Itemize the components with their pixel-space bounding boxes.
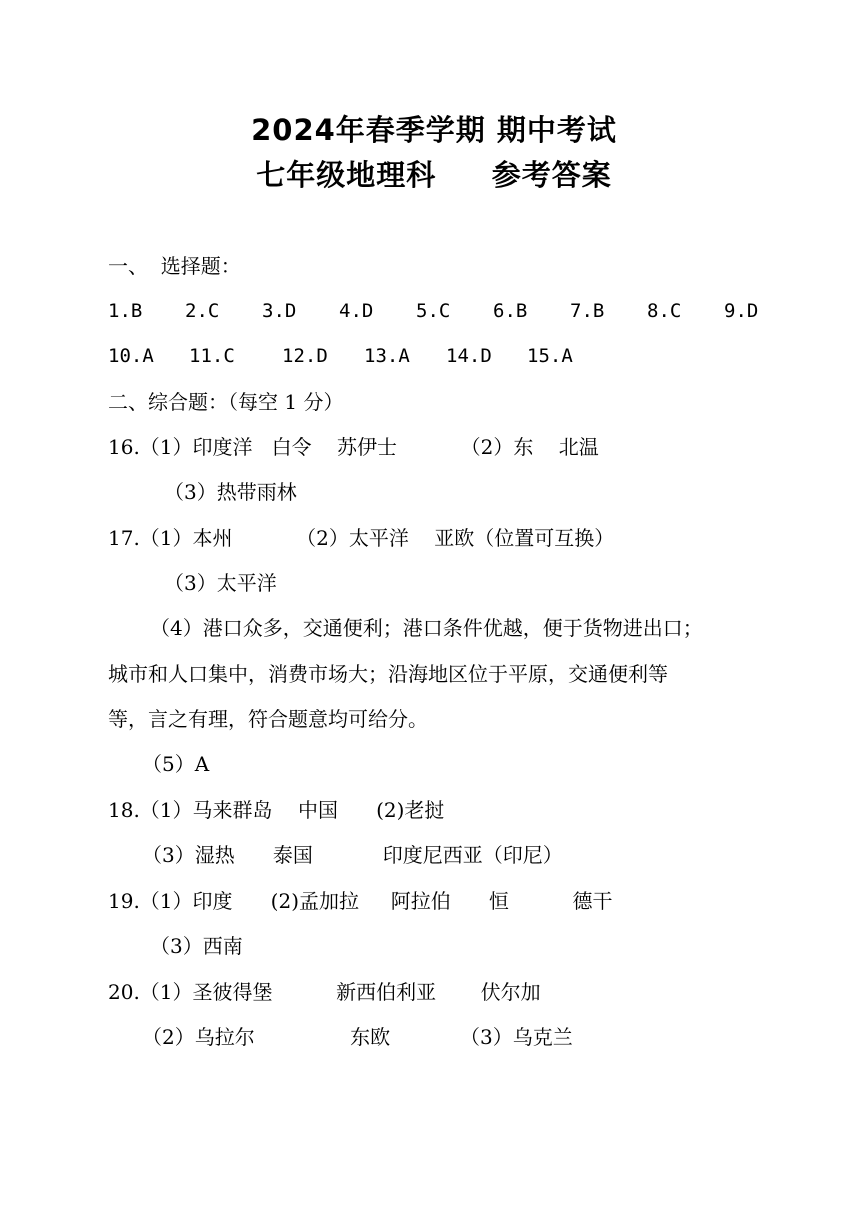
answer-1: 1.B (108, 300, 143, 322)
answer-2: 2.C (185, 300, 220, 322)
answer-12: 12.D (282, 345, 328, 367)
answer-14: 14.D (446, 345, 492, 367)
exam-title: 2024年春季学期 期中考试 (251, 113, 617, 147)
answer-7: 7.B (570, 300, 605, 322)
q17-line-3: （4）港口众多，交通便利；港口条件优越，便于货物进出口； (150, 616, 703, 640)
answer-9: 9.D (724, 300, 759, 322)
answer-13: 13.A (364, 345, 410, 367)
q18-line-1: 18.（1）马来群岛 中国 (2)老挝 (108, 798, 445, 822)
q20-line-2: （2）乌拉尔 东欧 （3）乌克兰 (142, 1025, 573, 1049)
answer-5: 5.C (416, 300, 451, 322)
answer-key-title: 七年级地理科 参考答案 (256, 158, 612, 192)
q17-line-2: （3）太平洋 (164, 571, 277, 595)
answer-8: 8.C (647, 300, 682, 322)
q19-line-1: 19.（1）印度 (2)孟加拉 阿拉伯 恒 德干 (108, 889, 613, 913)
q16-line-1: 16.（1）印度洋 白令 苏伊士 （2）东 北温 (108, 435, 599, 459)
q20-line-1: 20.（1）圣彼得堡 新西伯利亚 伏尔加 (108, 980, 541, 1004)
q17-line-1: 17.（1）本州 （2）太平洋 亚欧（位置可互换） (108, 526, 615, 550)
q17-line-6: （5）A (142, 752, 210, 776)
section-2-heading: 二、综合题：（每空 1 分） (108, 390, 344, 414)
answer-11: 11.C (189, 345, 235, 367)
answer-6: 6.B (493, 300, 528, 322)
answer-3: 3.D (262, 300, 297, 322)
q18-line-2: （3）湿热 泰国 印度尼西亚（印尼） (142, 843, 563, 867)
q19-line-2: （3）西南 (150, 934, 243, 958)
q16-line-2: （3）热带雨林 (164, 480, 297, 504)
answer-10: 10.A (108, 345, 154, 367)
answer-4: 4.D (339, 300, 374, 322)
answer-15: 15.A (527, 345, 573, 367)
section-1-heading: 一、 选择题： (108, 254, 241, 278)
q17-line-4: 城市和人口集中，消费市场大；沿海地区位于平原，交通便利等 (108, 662, 668, 686)
q17-line-5: 等，言之有理，符合题意均可给分。 (108, 707, 428, 731)
